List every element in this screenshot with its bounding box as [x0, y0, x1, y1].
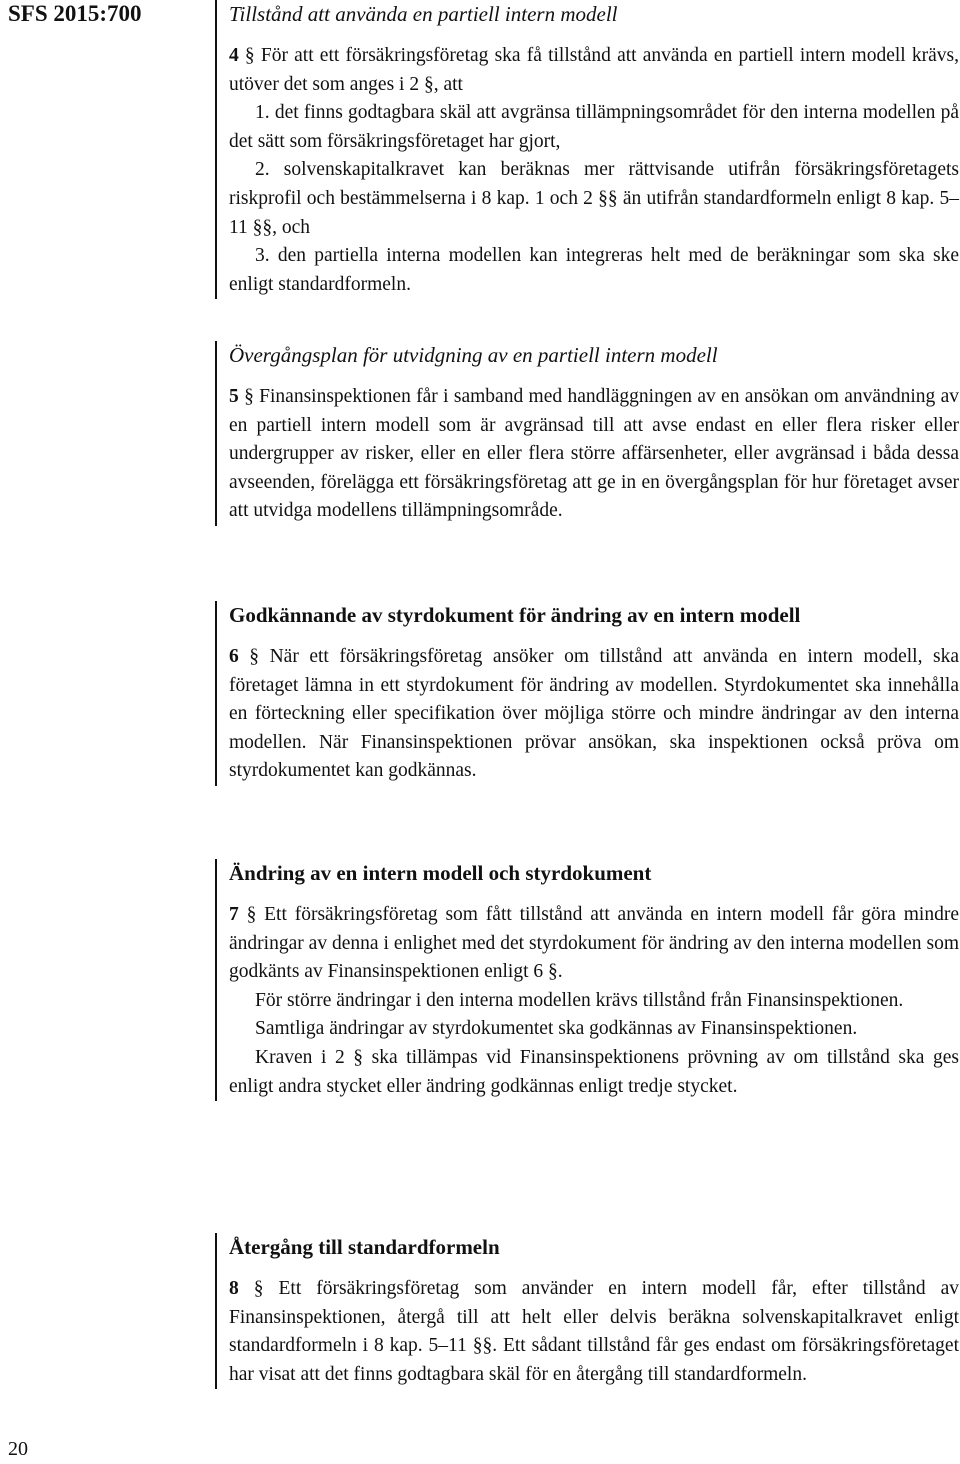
list-item-3: 3. den partiella interna modellen kan integreras helt med de beräkningar som ska ske enligt standardformeln. [229, 245, 959, 295]
page-number: 20 [8, 1438, 28, 1460]
paragraph-number: 5 [229, 386, 239, 407]
section-body [229, 1275, 959, 1389]
paragraph-text: § Ett försäkringsföretag som använder en intern modell får, efter tillstånd av Finansinspektionen, återgå till att helt eller delvis beräkna solvenskapitalkravet enligt standardformeln i 8 kap. 5–11 §§. Ett sådant tillstånd får ges endast om försäkringsföretaget har visat att det finns godtagbara skäl för en återgång till standardformeln. [229, 1278, 959, 1385]
paragraph-4 [229, 42, 959, 99]
section-body [229, 643, 959, 786]
paragraph-7-stycke-2: För större ändringar i den interna modellen krävs tillstånd från Finansinspektionen. [255, 989, 904, 1011]
paragraph-5 [229, 383, 959, 526]
paragraph-6 [229, 643, 959, 786]
section-body [229, 42, 959, 299]
list-item-2: 2. solvenskapitalkravet kan beräknas mer rättvisande utifrån försäkringsföretagets riskprofil och bestämmelserna i 8 kap. 1 och 2 §§ än utifrån standardformeln enligt 8 kap. 5–11 §§, och [229, 159, 959, 238]
section-heading: Övergångsplan för utvidgning av en partiell intern modell [229, 343, 718, 367]
change-bar [215, 1233, 217, 1389]
change-bar [215, 0, 217, 299]
paragraph-7-stycke-4: Kraven i 2 § ska tillämpas vid Finansinspektionens prövning av om tillstånd ska ges enligt andra stycket eller ändring godkännas enligt tredje stycket. [229, 1046, 959, 1097]
paragraph-8 [229, 1275, 959, 1389]
change-bar [215, 341, 217, 526]
section-heading: Ändring av en intern modell och styrdokument [229, 861, 652, 885]
section-heading: Tillstånd att använda en partiell intern modell [229, 2, 618, 26]
change-bar [215, 859, 217, 1101]
paragraph-number: 7 [229, 904, 239, 925]
section-atergang-standardformeln [229, 1233, 959, 1389]
paragraph-7-stycke-3: Samtliga ändringar av styrdokumentet ska godkännas av Finansinspektionen. [255, 1018, 858, 1040]
section-andring-intern-modell [229, 859, 959, 1101]
section-heading: Godkännande av styrdokument för ändring av en intern modell [229, 603, 801, 627]
paragraph-number: 4 [229, 45, 239, 66]
paragraph-text: § För att ett försäkringsföretag ska få tillstånd att använda en partiell intern modell krävs, utöver det som anges i 2 §, att [229, 45, 959, 95]
section-tillstand-partiell-modell [229, 0, 959, 299]
list-item-1: 1. det finns godtagbara skäl att avgränsa tillämpningsområdet för den interna modellen på det sätt som försäkringsföretaget har gjort, [229, 102, 959, 152]
paragraph-text: § När ett försäkringsföretag ansöker om tillstånd att använda en intern modell, ska företaget lämna in ett styrdokument för ändring av modellen. Styrdokumentet ska innehålla en förteckning eller specifikation över möjliga större och mindre ändringar av den interna modellen. När Finansinspektionen prövar ansökan, ska inspektionen också pröva om styrdokumentet kan godkännas. [229, 646, 959, 782]
section-heading: Återgång till standardformeln [229, 1235, 500, 1259]
paragraph-text: § Finansinspektionen får i samband med handläggningen av en ansökan om användning av en partiell intern modell som är avgränsad till att avse endast en eller flera risker eller undergrupper av risker, eller en eller flera större affärsenheter, eller avgränsad i båda dessa avseenden, förelägga ett försäkringsföretag att ge in en övergångsplan för hur företaget avser att utvidga modellens tillämpningsområde. [229, 386, 959, 522]
paragraph-number: 8 [229, 1278, 239, 1299]
paragraph-text: § Ett försäkringsföretag som fått tillstånd att använda en intern modell får göra mindre ändringar av denna i enlighet med det styrdokument för ändring av den interna modellen som godkänts av Finansinspektionen enligt 6 §. [229, 904, 959, 983]
section-overgangsplan [229, 341, 959, 526]
change-bar [215, 601, 217, 786]
paragraph-7 [229, 901, 959, 987]
section-godkannande-styrdokument [229, 601, 959, 786]
sfs-number: SFS 2015:700 [8, 1, 142, 26]
paragraph-number: 6 [229, 646, 239, 667]
section-body [229, 383, 959, 526]
section-body [229, 901, 959, 1101]
